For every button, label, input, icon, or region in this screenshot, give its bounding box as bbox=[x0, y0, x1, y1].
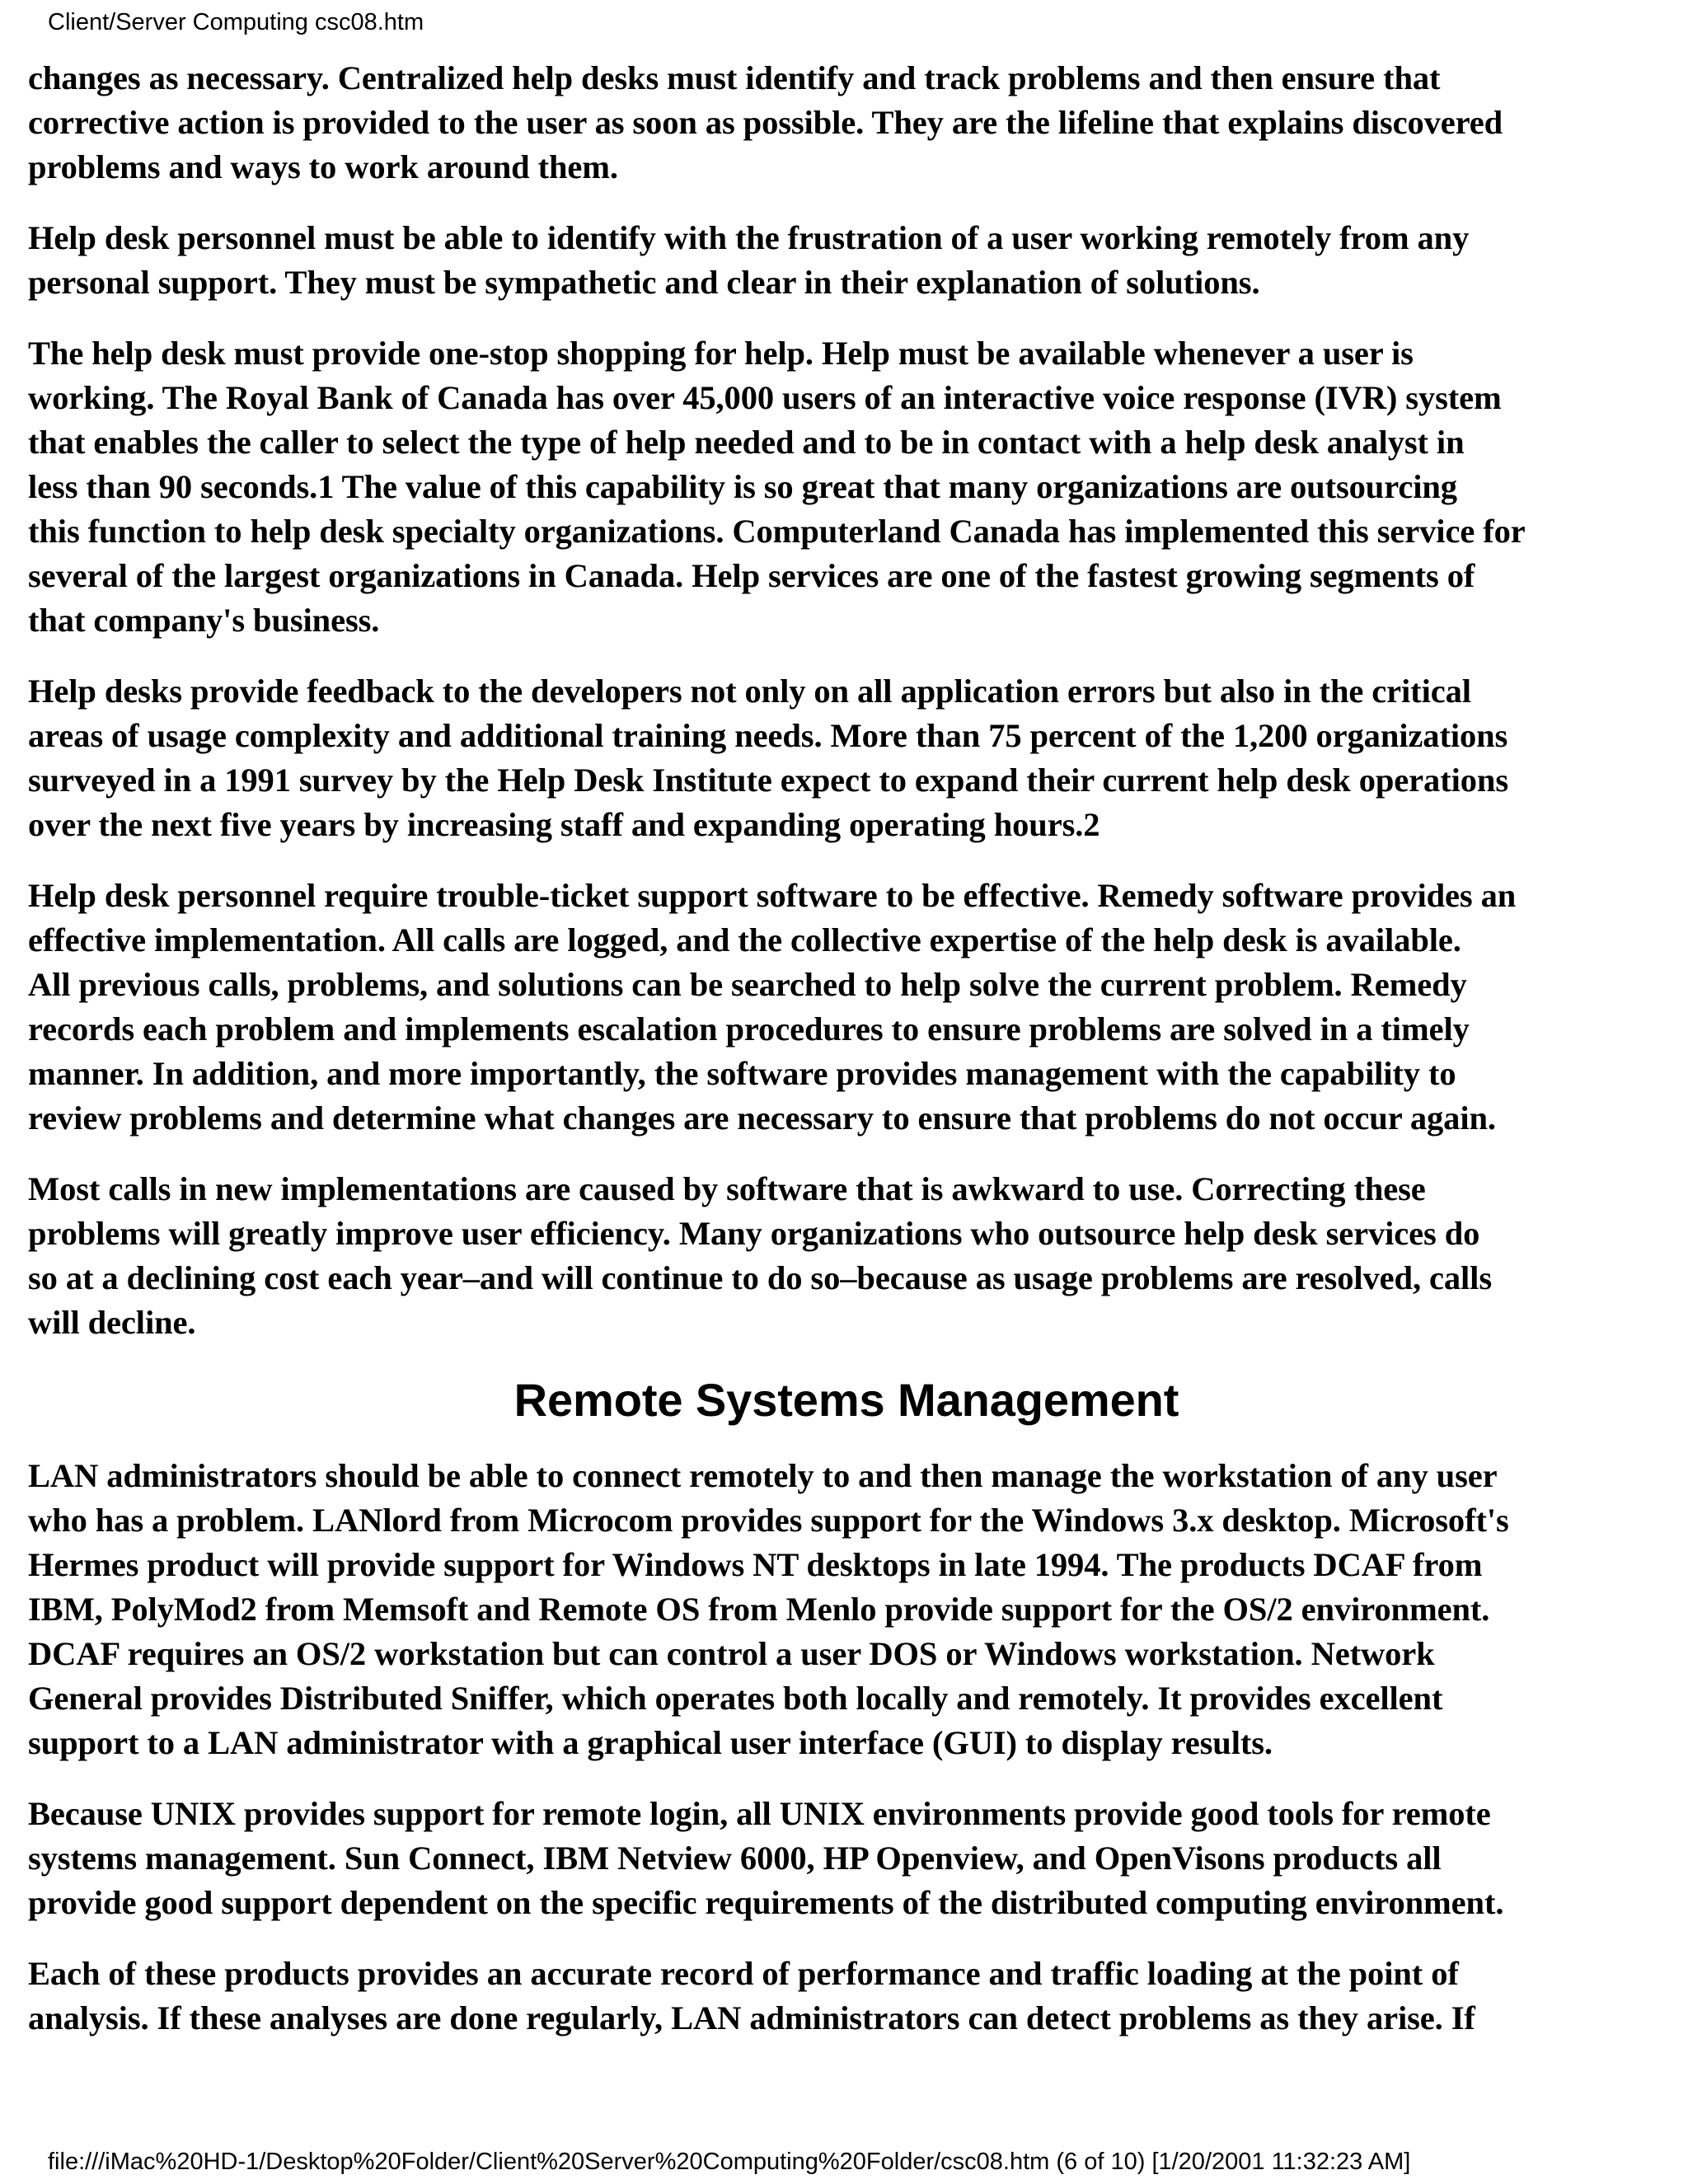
text-line: support to a LAN administrator with a graphical user interface (GUI) to display results. bbox=[28, 1724, 1273, 1761]
page-footer-url: file:///iMac%20HD-1/Desktop%20Folder/Client%20Server%20Computing%20Folder/csc08.htm (6 of 10) [1/20/2001 11:32:23 AM] bbox=[48, 2149, 1411, 2175]
text-line: Help desk personnel must be able to identify with the frustration of a user working remotely from any bbox=[28, 219, 1470, 256]
text-line: this function to help desk specialty organizations. Computerland Canada has implemented this service for bbox=[28, 513, 1526, 550]
text-line: effective implementation. All calls are logged, and the collective expertise of the help desk is available. bbox=[28, 921, 1461, 958]
text-line: problems and ways to work around them. bbox=[28, 148, 618, 185]
text-line: Each of these products provides an accurate record of performance and traffic loading at the point of bbox=[28, 1955, 1459, 1992]
text-line: changes as necessary. Centralized help desks must identify and track problems and then ensure that bbox=[28, 59, 1441, 96]
paragraph bbox=[28, 331, 1673, 643]
text-line: Hermes product will provide support for Windows NT desktops in late 1994. The products DCAF from bbox=[28, 1546, 1483, 1583]
paragraph bbox=[28, 874, 1673, 1141]
text-line: who has a problem. LANlord from Microcom provides support for the Windows 3.x desktop. Microsoft's bbox=[28, 1502, 1509, 1539]
text-line: several of the largest organizations in Canada. Help services are one of the fastest growing segments of bbox=[28, 557, 1475, 594]
text-line: The help desk must provide one-stop shopping for help. Help must be available whenever a user is bbox=[28, 335, 1414, 372]
text-line: surveyed in a 1991 survey by the Help Desk Institute expect to expand their current help desk operations bbox=[28, 762, 1508, 799]
text-line: over the next five years by increasing staff and expanding operating hours.2 bbox=[28, 806, 1100, 843]
text-line: review problems and determine what changes are necessary to ensure that problems do not occur again. bbox=[28, 1099, 1496, 1137]
text-line: Help desk personnel require trouble-ticket support software to be effective. Remedy software provides an bbox=[28, 877, 1517, 914]
text-line: IBM, PolyMod2 from Memsoft and Remote OS from Menlo provide support for the OS/2 environment. bbox=[28, 1591, 1490, 1628]
text-line: Most calls in new implementations are caused by software that is awkward to use. Correcting these bbox=[28, 1170, 1426, 1207]
text-line: so at a declining cost each year–and will continue to do so–because as usage problems are resolved, calls bbox=[28, 1259, 1492, 1296]
paragraph bbox=[28, 1952, 1673, 2041]
text-line: will decline. bbox=[28, 1304, 196, 1341]
text-line: problems will greatly improve user efficiency. Many organizations who outsource help desk services do bbox=[28, 1215, 1480, 1252]
paragraph bbox=[28, 669, 1673, 847]
text-line: records each problem and implements escalation procedures to ensure problems are solved in a timely bbox=[28, 1010, 1470, 1047]
text-line: corrective action is provided to the user as soon as possible. They are the lifeline that explains discovered bbox=[28, 104, 1503, 141]
text-line: All previous calls, problems, and solutions can be searched to help solve the current problem. Remedy bbox=[28, 966, 1467, 1003]
text-line: manner. In addition, and more importantly, the software provides management with the capability to bbox=[28, 1055, 1456, 1092]
text-line: DCAF requires an OS/2 workstation but can control a user DOS or Windows workstation. Network bbox=[28, 1635, 1435, 1672]
text-line: LAN administrators should be able to connect remotely to and then manage the workstation of any user bbox=[28, 1457, 1498, 1494]
paragraph bbox=[28, 1167, 1673, 1345]
text-line: analysis. If these analyses are done regularly, LAN administrators can detect problems as they arise. If bbox=[28, 1999, 1475, 2036]
text-line: that enables the caller to select the type of help needed and to be in contact with a help desk analyst in bbox=[28, 424, 1465, 461]
paragraph bbox=[28, 216, 1673, 305]
text-line: working. The Royal Bank of Canada has over 45,000 users of an interactive voice response (IVR) system bbox=[28, 379, 1502, 416]
text-line: systems management. Sun Connect, IBM Netview 6000, HP Openview, and OpenVisons products all bbox=[28, 1840, 1442, 1877]
text-line: General provides Distributed Sniffer, which operates both locally and remotely. It provides excellent bbox=[28, 1680, 1443, 1717]
paragraph bbox=[28, 1454, 1673, 1765]
paragraph bbox=[28, 1792, 1673, 1925]
document-body bbox=[28, 56, 1673, 2067]
text-line: personal support. They must be sympathetic and clear in their explanation of solutions. bbox=[28, 264, 1260, 301]
section-heading: Remote Systems Management bbox=[513, 1374, 1179, 1426]
text-line: Because UNIX provides support for remote login, all UNIX environments provide good tools for remote bbox=[28, 1795, 1491, 1832]
text-line: provide good support dependent on the specific requirements of the distributed computing environment. bbox=[28, 1884, 1504, 1921]
text-line: areas of usage complexity and additional training needs. More than 75 percent of the 1,200 organizations bbox=[28, 717, 1508, 754]
text-line: less than 90 seconds.1 The value of this capability is so great that many organizations are outsourcing bbox=[28, 468, 1457, 505]
page-header-title: Client/Server Computing csc08.htm bbox=[48, 9, 424, 35]
text-line: Help desks provide feedback to the developers not only on all application errors but also in the critical bbox=[28, 673, 1471, 710]
paragraph bbox=[28, 56, 1673, 190]
text-line: that company's business. bbox=[28, 602, 380, 639]
